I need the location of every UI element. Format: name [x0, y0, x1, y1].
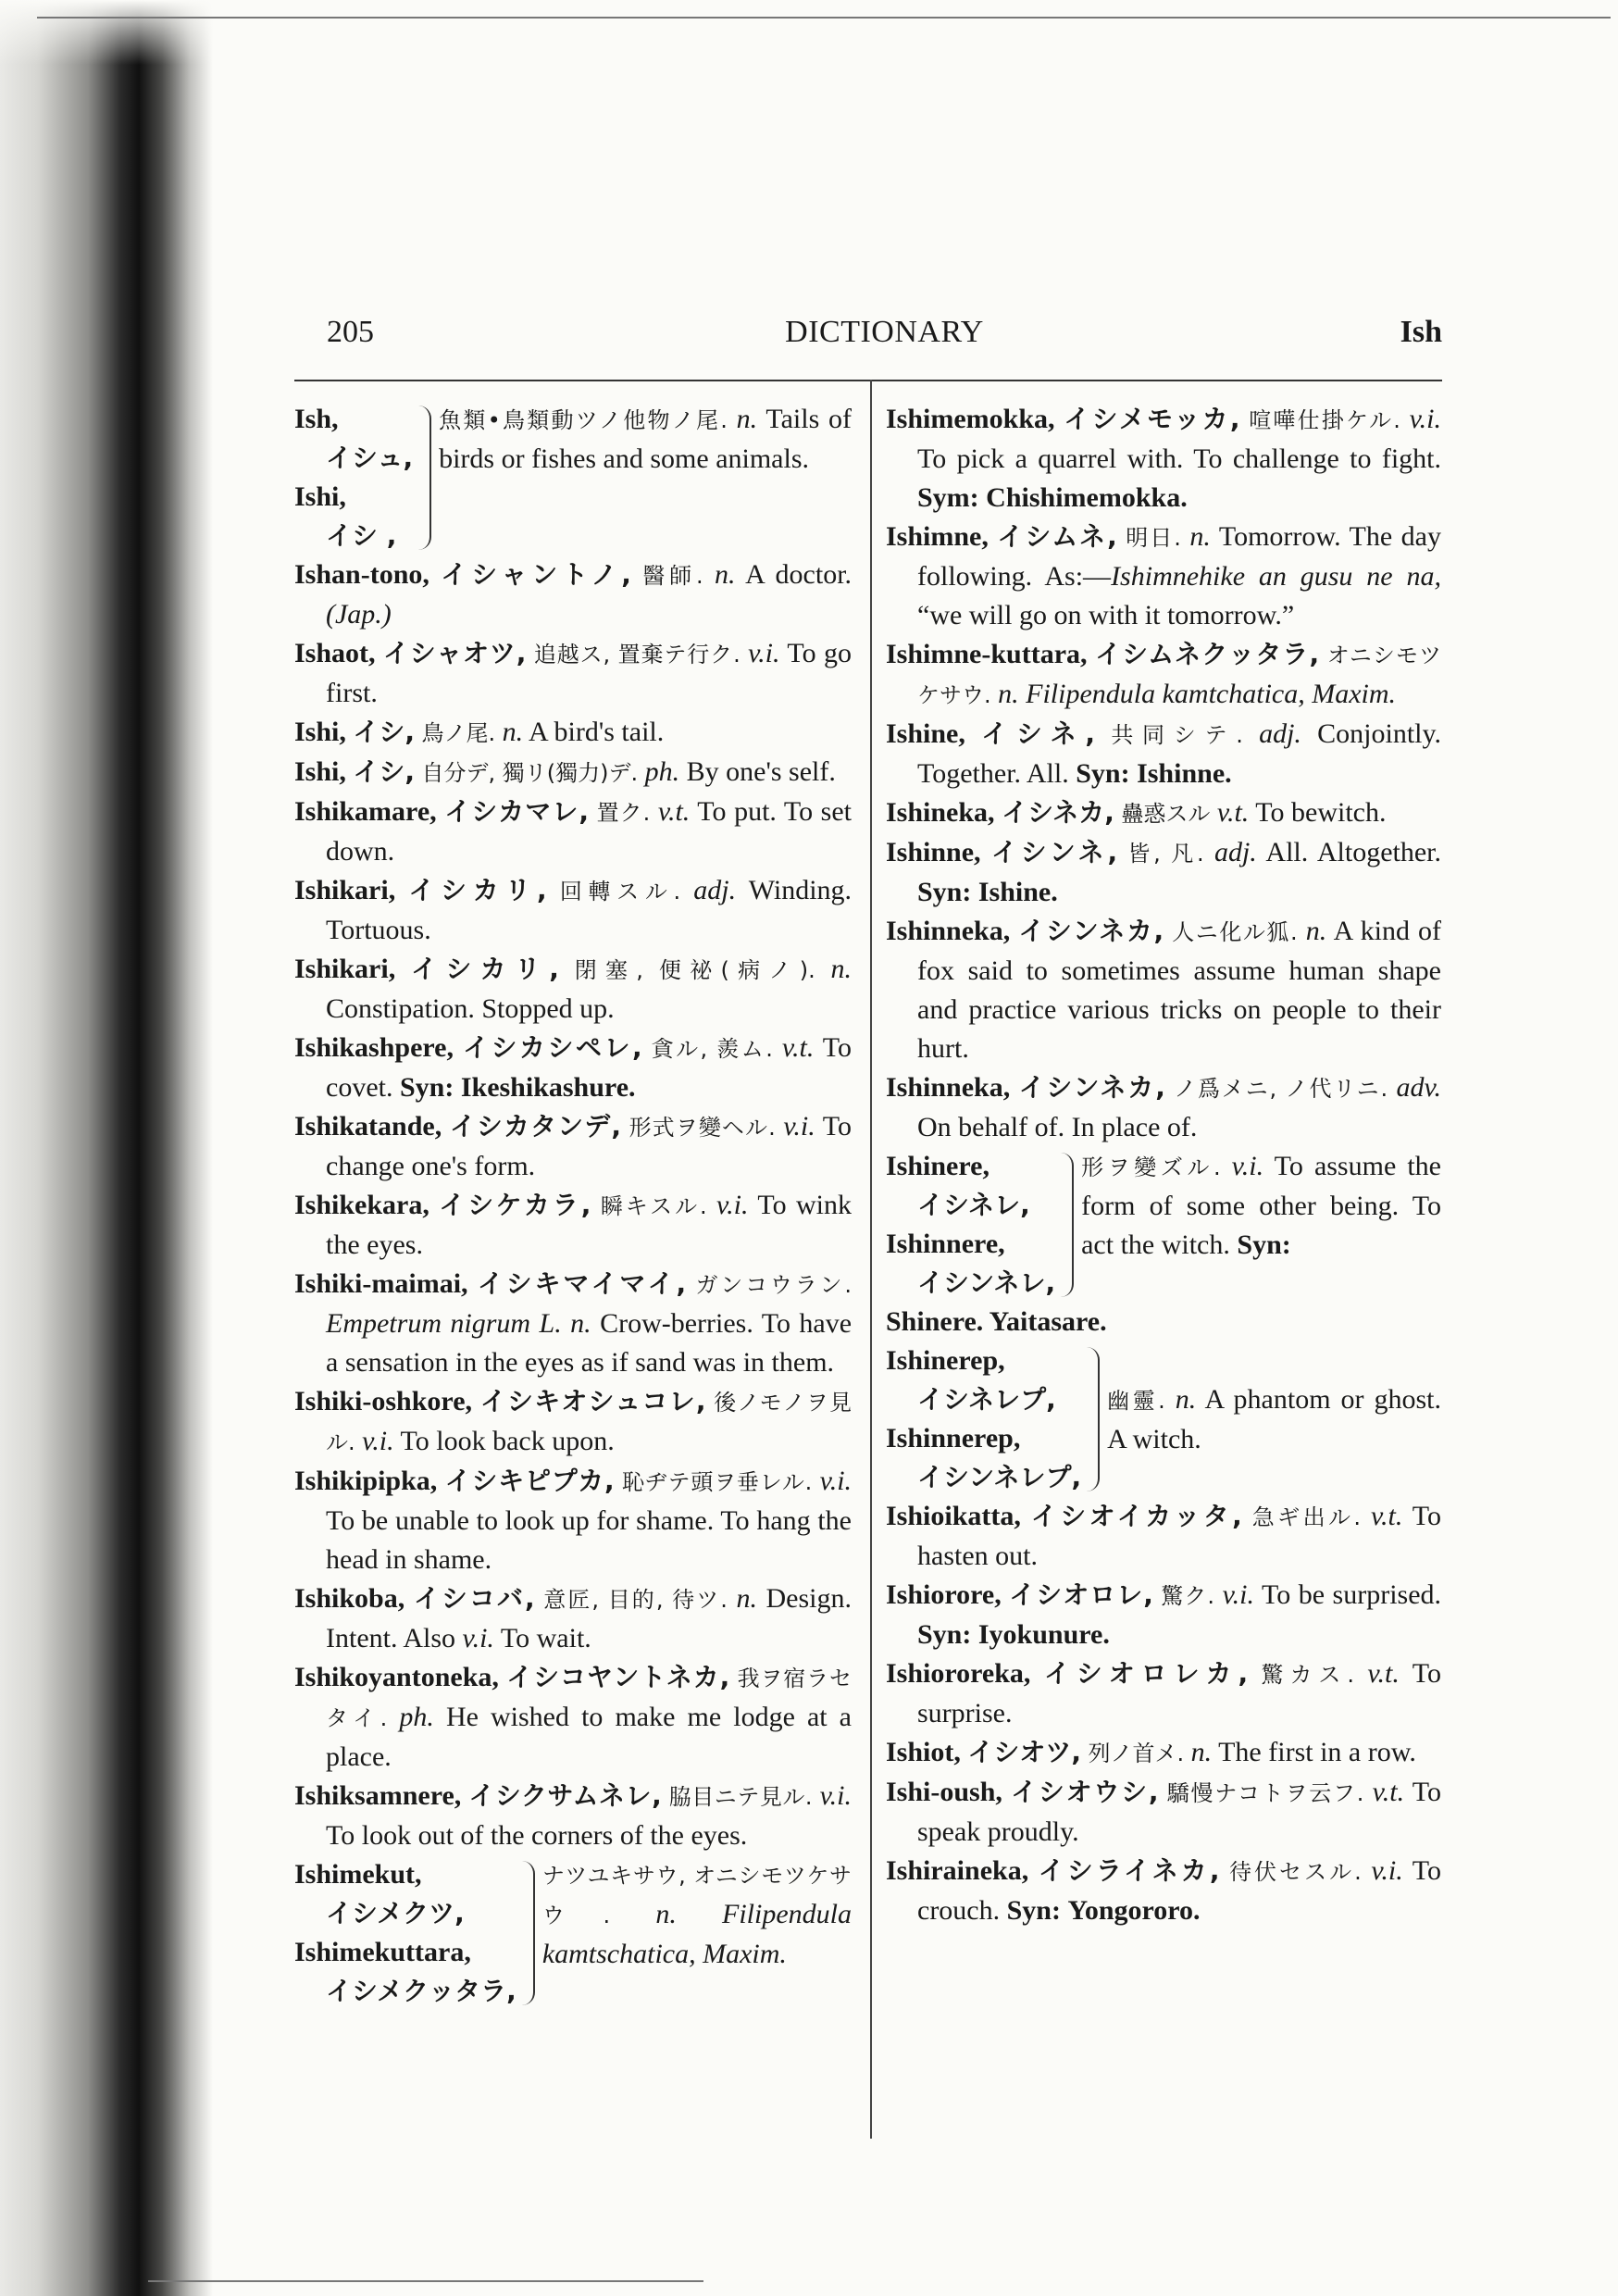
japanese-gloss: 置ク.	[596, 800, 651, 826]
part-of-speech: v.i.	[1231, 1151, 1264, 1181]
definition: A bird's tail.	[529, 717, 665, 747]
example-translation: “we will go on with it tomorrow.”	[917, 600, 1295, 630]
scientific-name: Filipendula kamtchatica, Maxim.	[1026, 679, 1397, 709]
japanese-gloss: 急ギ出ル.	[1251, 1504, 1362, 1530]
part-of-speech: v.t.	[781, 1032, 815, 1063]
japanese-gloss: 貪ル, 羨ム.	[651, 1036, 773, 1062]
headword: Ishinnerep,	[886, 1423, 1021, 1454]
part-of-speech: n.	[655, 1899, 677, 1929]
scientific-name: Filipendula kamtschatica, Maxim.	[541, 1899, 852, 1969]
japanese-gloss: 幽靈.	[1107, 1388, 1165, 1414]
headword: Ishikari,	[294, 875, 396, 905]
japanese-gloss: 回轉スル.	[559, 879, 681, 905]
definition: To look back upon.	[400, 1426, 615, 1456]
definition: Tails of birds or fishes and some animals.	[439, 404, 852, 474]
headword-kana: イシクサムネレ,	[468, 1780, 662, 1811]
headword-kana: イシ,	[353, 717, 416, 747]
definition: To pick a quarrel with. To challenge to fight.	[917, 443, 1441, 474]
definition: Crow-berries. To have a sensation in the eyes as if sand was in them.	[326, 1308, 853, 1378]
part-of-speech: adv.	[1396, 1072, 1442, 1103]
japanese-gloss: 形ヲ變ズル.	[1081, 1154, 1221, 1180]
dictionary-entry	[886, 1654, 1441, 1733]
dictionary-entry	[294, 753, 852, 792]
definition: A phantom or ghost. A witch.	[1107, 1384, 1441, 1454]
synonym: Shinere. Yaitasare.	[886, 1306, 1107, 1337]
headword: Ishikipipka,	[294, 1466, 438, 1496]
headword: Ishikashpere,	[294, 1032, 454, 1063]
japanese-gloss: オニシモツケサウ.	[917, 643, 1442, 708]
japanese-gloss: 人ニ化ル狐.	[1172, 919, 1298, 945]
dictionary-entry	[294, 1579, 852, 1658]
dictionary-entry	[886, 912, 1441, 1068]
part-of-speech: adj.	[1214, 837, 1257, 867]
definition: To wait.	[500, 1623, 591, 1653]
synonym-label: Syn:	[1076, 758, 1130, 789]
page-number: 205	[327, 315, 374, 349]
japanese-gloss: 瞬キスル.	[600, 1193, 707, 1219]
dictionary-entry	[886, 1341, 1441, 1497]
part-of-speech: n.	[830, 954, 853, 984]
japanese-gloss: 脇目ニテ見ル.	[668, 1784, 813, 1810]
dictionary-entry	[294, 1186, 852, 1265]
left-column	[294, 400, 852, 2011]
part-of-speech: v.t.	[657, 796, 691, 827]
definition: To bewitch.	[1255, 797, 1387, 828]
japanese-gloss: 共同シテ.	[1111, 722, 1243, 748]
headword-kana: イシオウシ,	[1011, 1777, 1159, 1807]
definition: Conjointly. Together. All.	[917, 718, 1442, 789]
headword-kana: イシカタンデ,	[449, 1111, 621, 1142]
dictionary-entry	[886, 1773, 1441, 1852]
headword-kana: イシムネクッタラ,	[1095, 639, 1320, 669]
dictionary-entry	[294, 634, 852, 713]
running-head	[327, 315, 1442, 356]
headword: Ishikoba,	[294, 1583, 405, 1614]
part-of-speech: v.t.	[1367, 1658, 1400, 1689]
headword-kana: イシライネカ,	[1038, 1855, 1220, 1886]
headword-kana: イシャントノ,	[441, 559, 631, 590]
part-of-speech: adj.	[1259, 718, 1301, 749]
part-of-speech: v.i.	[1371, 1855, 1403, 1886]
headword-kana: イシンネカ,	[1018, 1072, 1165, 1103]
note: (Jap.)	[326, 599, 392, 630]
definition: To wink the eyes.	[326, 1190, 853, 1260]
dictionary-entry	[294, 792, 852, 871]
japanese-gloss: 我ヲ宿ラセタイ.	[326, 1666, 853, 1731]
headword-kana: イシ ,	[326, 520, 397, 551]
headword: Ishi,	[294, 717, 346, 747]
brace	[417, 406, 431, 550]
japanese-gloss: 驚ク.	[1161, 1583, 1215, 1609]
japanese-gloss: 醫師.	[642, 563, 703, 589]
headword-kana: イシムネ,	[997, 521, 1117, 552]
dictionary-entry	[886, 400, 1441, 518]
headword: Ishinere,	[886, 1151, 989, 1181]
synonym-label: Syn:	[399, 1072, 454, 1103]
definition: To hasten out.	[917, 1501, 1442, 1571]
headword: Ishiksamnere,	[294, 1780, 462, 1811]
part-of-speech: n.	[570, 1308, 591, 1339]
headword-kana: イシカマレ,	[444, 796, 590, 827]
japanese-gloss: 蠱惑スル	[1121, 801, 1211, 827]
definition: To crouch.	[917, 1855, 1441, 1926]
dictionary-entry	[294, 1107, 852, 1186]
dictionary-entry	[886, 1733, 1441, 1773]
part-of-speech: adj.	[693, 875, 737, 905]
headword-kana: イシンネレ,	[917, 1267, 1056, 1298]
definition: To assume the form of some other being. To act the witch.	[1081, 1151, 1441, 1260]
headword-kana: イシメクツ,	[326, 1898, 465, 1928]
japanese-gloss: 驚カス.	[1261, 1662, 1354, 1688]
headword: Ishiorore,	[886, 1579, 1002, 1610]
definition: Winding. Tortuous.	[326, 875, 853, 945]
headword-kana: イシ,	[353, 756, 416, 787]
headword-kana: イシネレ,	[917, 1190, 1030, 1220]
headword-kana: イシンネカ,	[1018, 916, 1164, 946]
definition: All. Altogether.	[1265, 837, 1442, 867]
page-title: DICTIONARY	[785, 315, 984, 349]
part-of-speech: n.	[1305, 916, 1327, 946]
guide-word: Ish	[1400, 315, 1442, 349]
headword: Ishi,	[294, 756, 346, 787]
definition: On behalf of. In place of.	[917, 1112, 1198, 1142]
definition: Tomorrow. The day following. As:—	[917, 521, 1441, 592]
headword: Ishinerep,	[886, 1345, 1005, 1376]
dictionary-entry	[294, 1658, 852, 1777]
column-divider	[870, 380, 872, 2139]
right-column	[886, 400, 1441, 1930]
part-of-speech: ph.	[644, 756, 680, 787]
japanese-gloss: ノ爲メニ, ノ代リニ.	[1174, 1076, 1388, 1102]
headword: Ishinne,	[886, 837, 981, 867]
part-of-speech: v.i.	[362, 1426, 394, 1456]
dictionary-entry	[294, 1855, 852, 2011]
definition: Design. Intent. Also	[326, 1583, 853, 1653]
headword-kana: イシメクッタラ,	[326, 1976, 517, 2006]
synonym-label: Syn:	[917, 1619, 972, 1650]
synonym-label: Syn:	[917, 877, 972, 907]
headword: Ishi,	[294, 481, 346, 512]
headword-kana: イシカシペレ,	[463, 1032, 642, 1063]
headword: Ishikari,	[294, 954, 396, 984]
headword-kana: イシカリ,	[411, 954, 559, 984]
part-of-speech: ph.	[399, 1702, 434, 1732]
part-of-speech: v.i.	[819, 1780, 853, 1811]
synonym: Chishimemokka.	[986, 482, 1188, 513]
scan-edge-line	[37, 17, 1611, 19]
japanese-gloss: ナツユキサウ, オニシモツケサウ.	[541, 1863, 852, 1928]
part-of-speech: v.i.	[819, 1466, 853, 1496]
part-of-speech: n.	[502, 717, 524, 747]
headword: Ishiki-oshkore,	[294, 1386, 473, 1416]
headword: Ishiororeka,	[886, 1658, 1031, 1689]
part-of-speech: n.	[1189, 521, 1211, 552]
headword-kana: イシコヤントネカ,	[506, 1662, 730, 1692]
headword: Ishimemokka,	[886, 404, 1055, 434]
headword-kana: イシオツ,	[967, 1737, 1081, 1767]
dictionary-entry	[294, 1462, 852, 1579]
example: Ishimnehike an gusu ne na,	[1111, 561, 1441, 592]
japanese-gloss: 明日.	[1126, 525, 1181, 551]
headword-kana: イシャオツ,	[382, 638, 527, 668]
dictionary-entry	[294, 1029, 852, 1107]
dictionary-entry	[294, 950, 852, 1029]
definition: To be unable to look up for shame. To hang the head in shame.	[326, 1505, 852, 1575]
part-of-speech: v.i.	[748, 638, 780, 668]
definition: To put. To set down.	[326, 796, 852, 867]
part-of-speech: v.i.	[462, 1623, 494, 1653]
headword-kana: イシネカ,	[1002, 797, 1114, 828]
headword: Ishine,	[886, 718, 965, 749]
headword-kana: イシメモッカ,	[1064, 404, 1240, 434]
dictionary-entry	[294, 1265, 852, 1382]
brace	[520, 1861, 535, 2005]
headword-kana: イシュ,	[326, 443, 414, 473]
part-of-speech: n.	[1175, 1384, 1197, 1415]
japanese-gloss: 驕慢ナコトヲ云フ.	[1166, 1780, 1364, 1806]
headword-kana: イシケカラ,	[439, 1190, 591, 1220]
definition: He wished to make me lodge at a place.	[326, 1702, 852, 1772]
part-of-speech: v.i.	[783, 1111, 815, 1142]
headword-kana: イシオロレカ,	[1043, 1658, 1249, 1689]
definition: Constipation. Stopped up.	[326, 993, 615, 1024]
dictionary-entry	[886, 1497, 1441, 1576]
japanese-gloss: 皆, 凡.	[1127, 841, 1204, 867]
synonym-label: Syn:	[1237, 1229, 1291, 1260]
brace	[1085, 1347, 1100, 1491]
scan-edge-line	[148, 2280, 703, 2282]
dictionary-entry	[886, 793, 1441, 833]
headword: Ishiraineka,	[886, 1855, 1029, 1886]
part-of-speech: n.	[998, 679, 1019, 709]
part-of-speech: v.i.	[716, 1190, 749, 1220]
part-of-speech: n.	[736, 1583, 757, 1614]
part-of-speech: v.i.	[1222, 1579, 1255, 1610]
japanese-gloss: 意匠, 目的, 待ツ.	[543, 1587, 728, 1613]
headword: Ishimne,	[886, 521, 989, 552]
headword-kana: イシキマイマイ,	[477, 1268, 687, 1299]
headword: Ishineka,	[886, 797, 995, 828]
japanese-gloss: 後ノモノヲ見ル.	[326, 1390, 853, 1455]
headword: Ishaot,	[294, 638, 376, 668]
header-rule	[294, 380, 1442, 381]
headword-kana: イシオロレ,	[1009, 1579, 1153, 1610]
part-of-speech: v.i.	[1409, 404, 1442, 434]
japanese-gloss: 恥ヂテ頭ヲ垂レル.	[621, 1469, 813, 1495]
synonym: Ishinne.	[1137, 758, 1232, 789]
definition: To change one's form.	[326, 1111, 853, 1181]
headword: Ishiki-maimai,	[294, 1268, 468, 1299]
scientific-name: Empetrum nigrum L.	[326, 1308, 562, 1339]
dictionary-entry	[294, 400, 852, 555]
part-of-speech: v.t.	[1370, 1501, 1403, 1531]
part-of-speech: v.t.	[1216, 797, 1250, 828]
headword-kana: イシネレプ,	[917, 1384, 1056, 1415]
dictionary-entry	[886, 635, 1441, 715]
japanese-gloss: 鳥ノ尾.	[421, 720, 496, 746]
synonym: Iyokunure.	[977, 1619, 1110, 1650]
headword: Ishinnere,	[886, 1229, 1005, 1259]
headword: Ishan-tono,	[294, 559, 429, 590]
headword: Ishimekuttara,	[294, 1937, 471, 1967]
definition: To go first.	[326, 638, 853, 708]
headword-kana: イシオイカッタ,	[1030, 1501, 1242, 1531]
headword: Ishikatande,	[294, 1111, 442, 1142]
japanese-gloss: 喧嘩仕掛ケル.	[1249, 407, 1400, 433]
headword: Ishioikatta,	[886, 1501, 1021, 1531]
brace	[1059, 1153, 1074, 1297]
part-of-speech: n.	[714, 559, 736, 590]
headword-kana: イシネ,	[981, 718, 1096, 749]
headword: Ishimekut,	[294, 1859, 422, 1890]
synonym: Ikeshikashure.	[460, 1072, 636, 1103]
japanese-gloss: 追越ス, 置棄テ行ク.	[533, 642, 741, 668]
headword-kana: イシキピプカ,	[444, 1466, 615, 1496]
japanese-gloss: 魚類•鳥類動ツノ他物ノ尾.	[439, 407, 728, 433]
japanese-gloss: ガンコウラン.	[695, 1272, 853, 1298]
definition: A doctor.	[745, 559, 853, 590]
headword: Ishiot,	[886, 1737, 961, 1767]
headword: Ishikamare,	[294, 796, 437, 827]
definition: To covet.	[326, 1032, 853, 1103]
dictionary-entry	[886, 1068, 1441, 1147]
synonym: Ishine.	[977, 877, 1058, 907]
synonym-label: Syn:	[1006, 1895, 1061, 1926]
part-of-speech: n.	[736, 404, 758, 434]
dictionary-entry	[886, 1852, 1441, 1930]
part-of-speech: n.	[1190, 1737, 1213, 1767]
definition: The first in a row.	[1218, 1737, 1416, 1767]
headword: Ishinneka,	[886, 1072, 1011, 1103]
japanese-gloss: 形式ヲ變ヘル.	[629, 1115, 776, 1141]
headword-kana: イシキオシュコレ,	[479, 1386, 706, 1416]
synonym: Yongororo.	[1067, 1895, 1201, 1926]
definition: To look out of the corners of the eyes.	[326, 1820, 748, 1851]
headword-kana: イシカリ,	[408, 875, 547, 905]
synonym-label: Sym:	[917, 482, 979, 513]
headword: Ishimne-kuttara,	[886, 639, 1088, 669]
dictionary-entry	[294, 555, 852, 634]
headword: Ishikoyantoneka,	[294, 1662, 499, 1692]
headword-kana: イシンネレプ,	[917, 1462, 1082, 1492]
japanese-gloss: 列ノ首メ.	[1088, 1741, 1185, 1766]
definition: A kind of fox said to sometimes assume human shape and practice various tricks on people to their hurt.	[917, 916, 1442, 1064]
dictionary-entry	[886, 1147, 1441, 1303]
headword: Ishinneka,	[886, 916, 1011, 946]
definition: By one's self.	[686, 756, 836, 787]
dictionary-entry	[294, 1382, 852, 1462]
headword: Ish,	[294, 404, 339, 434]
dictionary-entry	[886, 518, 1441, 635]
japanese-gloss: 待伏セスル.	[1229, 1859, 1362, 1885]
part-of-speech: v.t.	[1372, 1777, 1405, 1807]
headword: Ishikekara,	[294, 1190, 429, 1220]
headword: Ishi-oush,	[886, 1777, 1002, 1807]
dictionary-entry	[294, 871, 852, 950]
dictionary-entry	[886, 833, 1441, 912]
dictionary-entry	[886, 715, 1441, 793]
book-gutter-shadow	[0, 0, 213, 2296]
definition: To surprise.	[917, 1658, 1441, 1728]
definition: To speak proudly.	[917, 1777, 1442, 1847]
dictionary-entry	[886, 1576, 1441, 1654]
dictionary-entry	[294, 713, 852, 753]
japanese-gloss: 閉塞, 便祕(病ノ).	[574, 957, 815, 983]
dictionary-entry	[294, 1777, 852, 1855]
definition: To be surprised.	[1261, 1579, 1442, 1610]
japanese-gloss: 自分デ, 獨リ(獨力)デ.	[421, 760, 639, 786]
headword-kana: イシンネ,	[990, 837, 1118, 867]
headword-kana: イシコバ,	[413, 1583, 535, 1614]
